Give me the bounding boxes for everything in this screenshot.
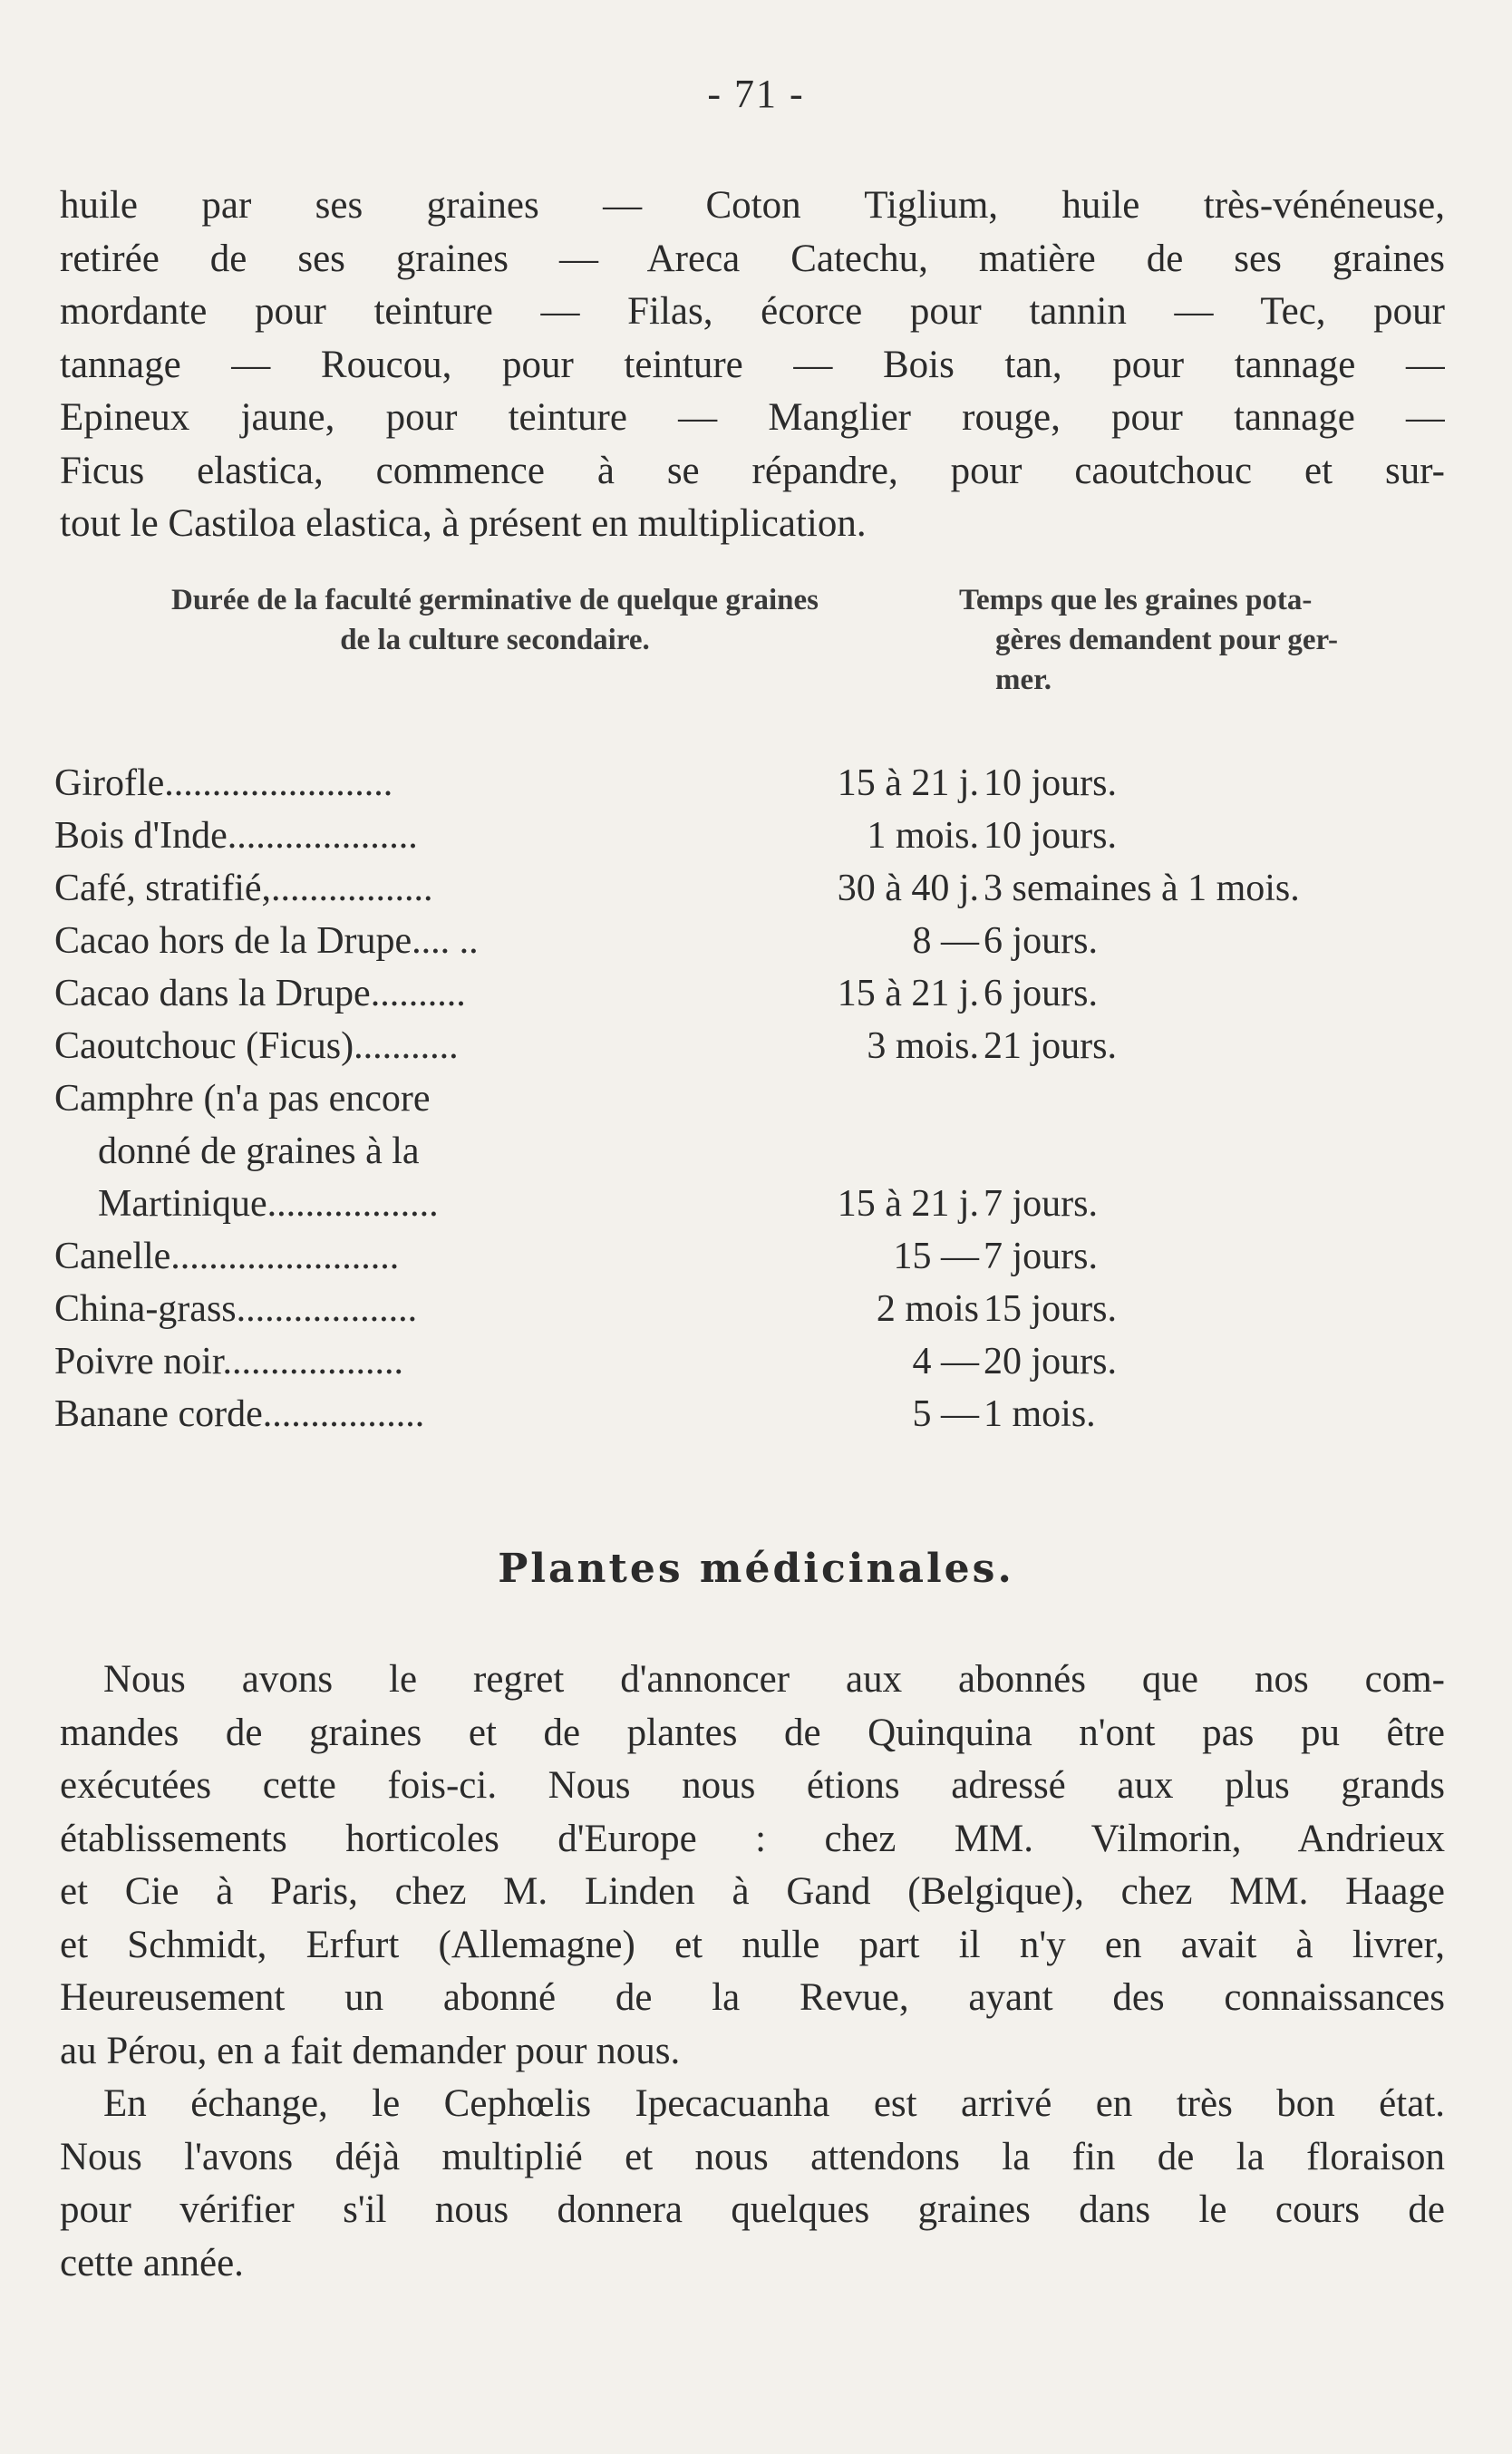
table-row xyxy=(54,1182,1458,1235)
table-header-line: gères demandent pour ger- xyxy=(995,624,1338,656)
germination-time: 7 jours. xyxy=(984,1236,1098,1277)
germinative-duration: 15 — xyxy=(893,1236,979,1277)
germination-time: 10 jours. xyxy=(984,815,1117,857)
germinative-duration: 1 mois. xyxy=(867,815,979,857)
germinative-duration: 8 — xyxy=(912,920,979,962)
seed-table xyxy=(54,761,1458,1445)
germinative-duration: 5 — xyxy=(912,1393,979,1435)
germinative-duration: 15 à 21 j. xyxy=(837,973,979,1014)
intro-paragraph xyxy=(60,179,1445,551)
intro-line: retirée de ses graines — Areca Catechu, matière de ses graines xyxy=(60,237,1445,280)
body-line: En échange, le Cephœlis Ipecacuanha est arrivé en très bon état. xyxy=(103,2082,1445,2125)
seed-name: Poivre noir................... xyxy=(54,1341,403,1382)
germination-time: 15 jours. xyxy=(984,1288,1117,1330)
seed-name: donné de graines à la xyxy=(98,1130,420,1172)
intro-line: Epineux jaune, pour teinture — Manglier rouge, pour tannage — xyxy=(60,396,1445,439)
table-row xyxy=(54,761,1458,814)
table-row xyxy=(54,1130,1458,1182)
seed-name: Cacao hors de la Drupe.... .. xyxy=(54,920,479,962)
seed-name: Cacao dans la Drupe.......... xyxy=(54,973,466,1014)
intro-line: huile par ses graines — Coton Tiglium, huile très-vénéneuse, xyxy=(60,184,1445,227)
intro-line: tout le Castiloa elastica, à présent en multiplication. xyxy=(60,502,867,545)
body-line: Nous avons le regret d'annoncer aux abonnés que nos com- xyxy=(103,1658,1445,1701)
body-line: établissements horticoles d'Europe : chez MM. Vilmorin, Andrieux xyxy=(60,1817,1445,1860)
body-line: pour vérifier s'il nous donnera quelques graines dans le cours de xyxy=(60,2188,1445,2231)
body-line: cette année. xyxy=(60,2241,244,2284)
intro-line: tannage — Roucou, pour teinture — Bois tan, pour tannage — xyxy=(60,343,1445,386)
table-header-germinative-duration xyxy=(60,580,930,660)
seed-name: Bois d'Inde.................... xyxy=(54,815,418,857)
seed-name: Banane corde................. xyxy=(54,1393,425,1435)
seed-name: Caoutchouc (Ficus)........... xyxy=(54,1025,459,1067)
table-header-germination-time xyxy=(959,580,1449,700)
body-line: et Schmidt, Erfurt (Allemagne) et nulle part il n'y en avait à livrer, xyxy=(60,1923,1445,1966)
seed-name: Canelle........................ xyxy=(54,1236,400,1277)
table-header-line: mer. xyxy=(995,664,1052,696)
germination-time: 20 jours. xyxy=(984,1341,1117,1382)
body-line: exécutées cette fois-ci. Nous nous étions adressé aux plus grands xyxy=(60,1764,1445,1807)
intro-line: mordante pour teinture — Filas, écorce pour tannin — Tec, pour xyxy=(60,290,1445,333)
seed-name: Girofle........................ xyxy=(54,762,393,804)
germinative-duration: 3 mois. xyxy=(867,1025,979,1067)
body-line: Heureusement un abonné de la Revue, ayant des connaissances xyxy=(60,1976,1445,2019)
seed-name: Camphre (n'a pas encore xyxy=(54,1078,431,1120)
body-line: au Pérou, en a fait demander pour nous. xyxy=(60,2029,681,2072)
germination-time: 21 jours. xyxy=(984,1025,1117,1067)
body-line: Nous l'avons déjà multiplié et nous attendons la fin de la floraison xyxy=(60,2135,1445,2178)
table-header-line: de la culture secondaire. xyxy=(340,624,650,656)
germinative-duration: 4 — xyxy=(912,1341,979,1382)
germination-time: 10 jours. xyxy=(984,762,1117,804)
table-row xyxy=(54,1235,1458,1287)
germinative-duration: 15 à 21 j. xyxy=(837,1183,979,1225)
body-line: mandes de graines et de plantes de Quinquina n'ont pas pu être xyxy=(60,1711,1445,1754)
table-row xyxy=(54,1287,1458,1340)
table-row xyxy=(54,1340,1458,1392)
germination-time: 3 semaines à 1 mois. xyxy=(984,868,1300,909)
table-row xyxy=(54,867,1458,919)
table-header-line: Temps que les graines pota- xyxy=(959,584,1313,616)
table-header-line: Durée de la faculté germinative de quelque graines xyxy=(171,584,819,616)
seed-name: Martinique.................. xyxy=(98,1183,439,1225)
intro-line: Ficus elastica, commence à se répandre, pour caoutchouc et sur- xyxy=(60,449,1445,492)
section-title: Plantes médicinales. xyxy=(498,1546,1014,1592)
table-row xyxy=(54,1392,1458,1445)
table-row xyxy=(54,972,1458,1024)
germination-time: 7 jours. xyxy=(984,1183,1098,1225)
germinative-duration: 2 mois xyxy=(876,1288,979,1330)
germination-time: 6 jours. xyxy=(984,973,1098,1014)
germination-time: 1 mois. xyxy=(984,1393,1096,1435)
germinative-duration: 15 à 21 j. xyxy=(837,762,979,804)
body-line: et Cie à Paris, chez M. Linden à Gand (Belgique), chez MM. Haage xyxy=(60,1870,1445,1913)
table-row xyxy=(54,814,1458,867)
seed-name: Café, stratifié,................. xyxy=(54,868,433,909)
page-number: - 71 - xyxy=(707,72,805,116)
table-row xyxy=(54,1024,1458,1077)
germination-time: 6 jours. xyxy=(984,920,1098,962)
germinative-duration: 30 à 40 j. xyxy=(837,868,979,909)
seed-name: China-grass................... xyxy=(54,1288,418,1330)
table-row xyxy=(54,1077,1458,1130)
table-row xyxy=(54,919,1458,972)
body-paragraph xyxy=(60,1654,1445,2290)
